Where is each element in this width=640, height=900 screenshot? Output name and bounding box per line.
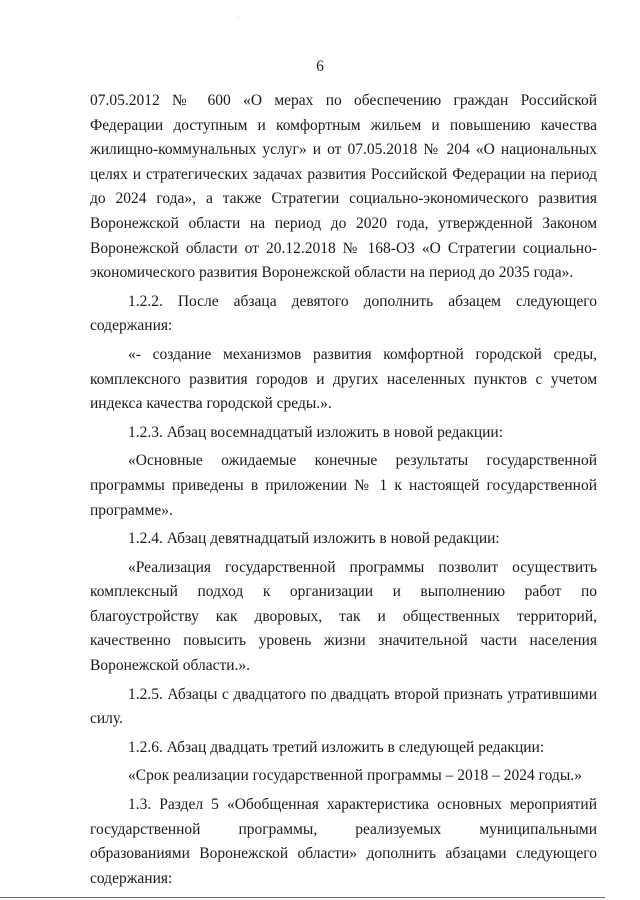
paragraph-1-2-3: 1.2.3. Абзац восемнадцатый изложить в новой редакции: [128, 423, 504, 441]
paragraph-quote-mechanisms: «- создание механизмов развития комфортной городской среды, комплексного развития городов и других населенных пунктов с учетом индекса качества городской среды.». [90, 345, 597, 413]
scan-mark [238, 17, 239, 18]
paragraph-1-2-5: 1.2.5. Абзацы с двадцатого по двадцать второй признать утратившими силу. [90, 685, 597, 728]
paragraph-quote-term: «Срок реализации государственной программы – 2018 – 2024 годы.» [128, 767, 582, 785]
document-body [90, 89, 597, 891]
paragraph-1-2-2: 1.2.2. После абзаца девятого дополнить абзацем следующего содержания: [90, 292, 597, 335]
bottom-edge-line [0, 897, 605, 898]
paragraph-continuation: 07.05.2012 № 600 «О мерах по обеспечению граждан Российской Федерации доступным и комфортным жильем и повышению качества жилищно-коммунальных услуг» и от 07.05.2018 № 204 «О национальных целях и стратегических задачах развития Российской Федерации на период до 2024 года», а также Стратегии социально-экономического развития Воронежской области на период до 2020 года, утвержденной Законом Воронежской области от 20.12.2018 № 168-ОЗ «О Стратегии социально-экономического развития Воронежской области на период до 2035 года». [90, 92, 597, 282]
paragraph-1-2-4: 1.2.4. Абзац девятнадцатый изложить в новой редакции: [128, 530, 500, 548]
paragraph-1-3: 1.3. Раздел 5 «Обобщенная характеристика основных мероприятий государственной программы, реализуемых муниципальными образованиями Воронежской области» дополнить абзацами следующего содержания: [90, 796, 597, 887]
paragraph-quote-results: «Основные ожидаемые конечные результаты государственной программы приведены в приложении № 1 к настоящей государственной программе». [90, 452, 597, 519]
paragraph-quote-implementation: «Реализация государственной программы позволит осуществить комплексный подход к организации и выполнению работ по благоустройству как дворовых, так и общественных территорий, качественно повысить уровень жизни значительной части населения Воронежской области.». [90, 558, 597, 675]
paragraph-1-2-6: 1.2.6. Абзац двадцать третий изложить в следующей редакции: [128, 738, 545, 756]
page-number: 6 [316, 58, 324, 75]
